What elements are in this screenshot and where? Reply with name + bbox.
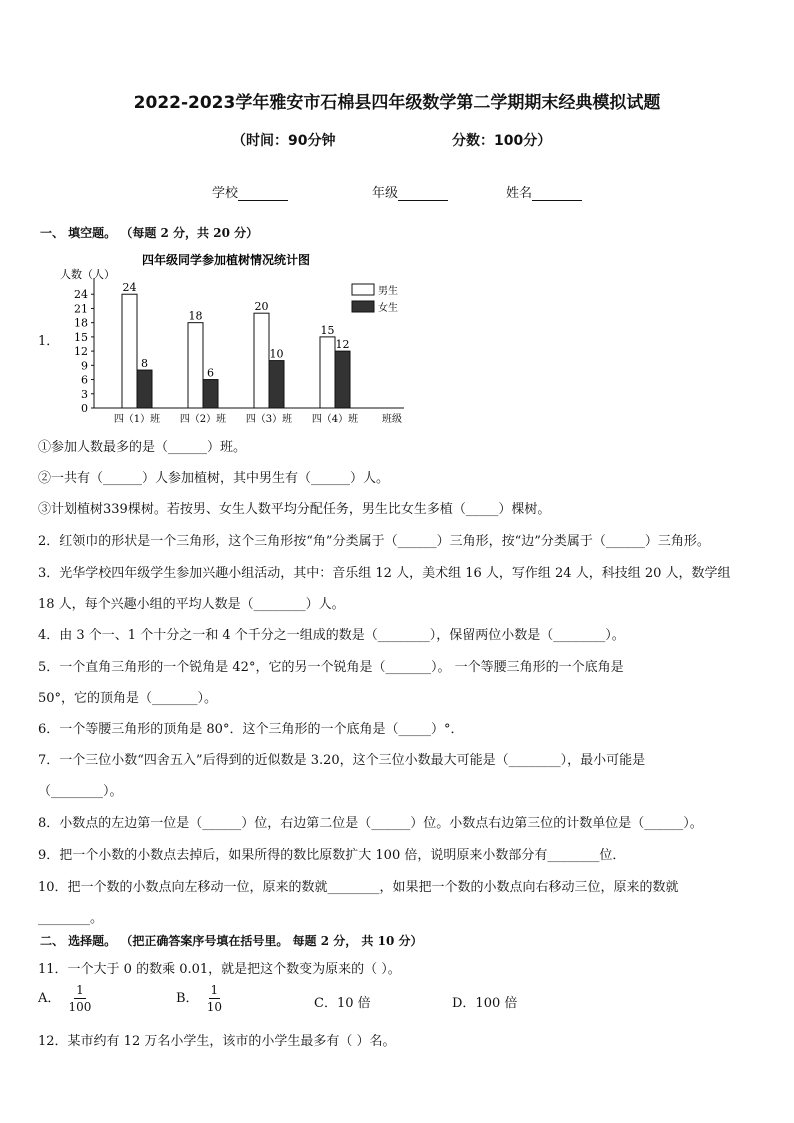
y-tick-label: 18 xyxy=(74,316,88,330)
q11-option-a-numerator: 1 xyxy=(76,983,84,997)
bar-girls xyxy=(137,370,152,408)
question-7-line2: （________）。 xyxy=(38,784,123,799)
y-tick-label: 3 xyxy=(81,387,88,401)
q11-option-c[interactable]: C．10 倍 xyxy=(314,996,371,1011)
bar-value-label: 8 xyxy=(141,357,148,371)
exam-time: （时间：90分钟 xyxy=(232,133,336,149)
question-11-stem: 11．一个大于 0 的数乘 0.01，就是把这个数变为原来的（ ）。 xyxy=(38,962,401,977)
bar-boys xyxy=(254,313,269,408)
section-1-heading: 一、 填空题。 （每题 2 分，共 20 分） xyxy=(40,226,259,240)
exam-score: 分数：100分） xyxy=(452,133,552,149)
bar-girls xyxy=(335,351,350,408)
bar-boys xyxy=(320,337,335,408)
question-8: 8．小数点的左边第一位是（______）位，右边第二位是（______）位。小数点右边第三位的计数单位是（______）。 xyxy=(38,816,703,831)
question-10-line1: 10．把一个数的小数点向左移动一位，原来的数就________，如果把一个数的小数点向右移动三位，原来的数就 xyxy=(38,880,679,895)
chart-xlabel: 班级 xyxy=(382,414,402,425)
chart-title: 四年级同学参加植树情况统计图 xyxy=(141,253,311,267)
page-title: 2022-2023学年雅安市石棉县四年级数学第二学期期末经典模拟试题 xyxy=(133,93,661,113)
x-tick-label: 四（3）班 xyxy=(245,414,293,425)
school-field xyxy=(212,182,288,201)
q1-number: 1． xyxy=(38,334,60,349)
bar-value-label: 20 xyxy=(254,300,269,314)
bar-value-label: 18 xyxy=(188,309,203,323)
q11-option-b-denominator: 10 xyxy=(206,1000,222,1014)
y-tick-label: 0 xyxy=(81,402,88,415)
question-9: 9．把一个小数的小数点去掉后，如果所得的数比原数扩大 100 倍，说明原来小数部分有________位． xyxy=(38,848,626,863)
q11-option-b-label: B． xyxy=(176,991,199,1006)
q11-option-b-numerator: 1 xyxy=(210,983,219,997)
x-tick-label: 四（4）班 xyxy=(311,414,359,425)
legend-swatch xyxy=(352,284,374,295)
y-tick-label: 21 xyxy=(74,302,88,316)
y-tick-label: 24 xyxy=(74,288,88,302)
bar-value-label: 6 xyxy=(207,366,214,380)
question-7-line1: 7．一个三位小数“四舍五入”后得到的近似数是 3.20，这个三位小数最大可能是（________），最小可能是 xyxy=(38,753,646,768)
legend-label: 男生 xyxy=(378,286,398,297)
bar-value-label: 10 xyxy=(269,347,284,361)
bar-boys xyxy=(122,294,137,408)
legend-label: 女生 xyxy=(378,303,398,314)
question-12: 12．某市约有 12 万名小学生，该市的小学生最多有（ ）名。 xyxy=(38,1034,396,1049)
name-label: 姓名 xyxy=(506,186,533,201)
y-tick-label: 6 xyxy=(81,373,88,387)
section-2-heading: 二、 选择题。 （把正确答案序号填在括号里。 每题 2 分， 共 10 分） xyxy=(40,934,423,948)
question-3-line2: 18 人，每个兴趣小组的平均人数是（________）人。 xyxy=(38,597,345,612)
bar-value-label: 12 xyxy=(335,338,350,352)
grade-field xyxy=(372,182,448,201)
name-field xyxy=(506,182,582,201)
bar-boys xyxy=(188,323,203,408)
x-tick-label: 四（2）班 xyxy=(179,414,227,425)
q11-option-b-fraction xyxy=(207,982,222,1015)
school-label: 学校 xyxy=(212,186,239,201)
q11-option-a-label: A． xyxy=(38,991,61,1006)
grade-label: 年级 xyxy=(372,186,399,201)
legend-swatch xyxy=(352,301,374,312)
question-6: 6．一个等腰三角形的顶角是 80°．这个三角形的一个底角是（_____）°． xyxy=(38,722,464,737)
question-5-line2: 50°，它的顶角是（_______）。 xyxy=(38,691,218,706)
q11-option-d[interactable]: D．100 倍 xyxy=(452,996,518,1011)
q11-option-a-denominator: 100 xyxy=(68,1000,92,1014)
y-tick-label: 9 xyxy=(81,359,88,373)
q11-option-a-fraction xyxy=(69,982,92,1015)
question-10-line2: ________。 xyxy=(38,911,104,926)
q11-option-b[interactable] xyxy=(176,982,222,1015)
question-5-line1: 5．一个直角三角形的一个锐角是 42°，它的另一个锐角是（_______）。 一个等腰三角形的一个底角是 xyxy=(38,660,624,675)
bar-girls xyxy=(203,380,218,408)
question-3-line1: 3．光华学校四年级学生参加兴趣小组活动，其中：音乐组 12 人，美术组 16 人，写作组 24 人，科技组 20 人，数学组 xyxy=(38,566,731,581)
q1-sub3: ③计划植树339棵树。若按男、女生人数平均分配任务，男生比女生多植（_____）棵树。 xyxy=(38,502,551,517)
name-blank[interactable] xyxy=(532,186,582,201)
q1-sub1: ①参加人数最多的是（______）班。 xyxy=(38,440,247,455)
q11-option-a[interactable] xyxy=(38,982,91,1015)
bar-value-label: 15 xyxy=(320,323,335,337)
x-tick-label: 四（1）班 xyxy=(113,414,161,425)
y-tick-label: 15 xyxy=(74,330,88,344)
question-4: 4．由 3 个一、1 个十分之一和 4 个千分之一组成的数是（________），保留两位小数是（________）。 xyxy=(38,628,625,643)
bar-chart xyxy=(56,250,416,430)
q1-sub2: ②一共有（______）人参加植树，其中男生有（______）人。 xyxy=(38,471,390,486)
question-2: 2．红领巾的形状是一个三角形，这个三角形按“角”分类属于（______）三角形，按“边”分类属于（______）三角形。 xyxy=(38,534,710,549)
grade-blank[interactable] xyxy=(398,186,448,201)
school-blank[interactable] xyxy=(238,186,288,201)
bar-girls xyxy=(269,361,284,408)
bar-value-label: 24 xyxy=(122,281,137,295)
y-tick-label: 12 xyxy=(74,345,88,359)
chart-ylabel: 人数（人） xyxy=(60,268,115,281)
